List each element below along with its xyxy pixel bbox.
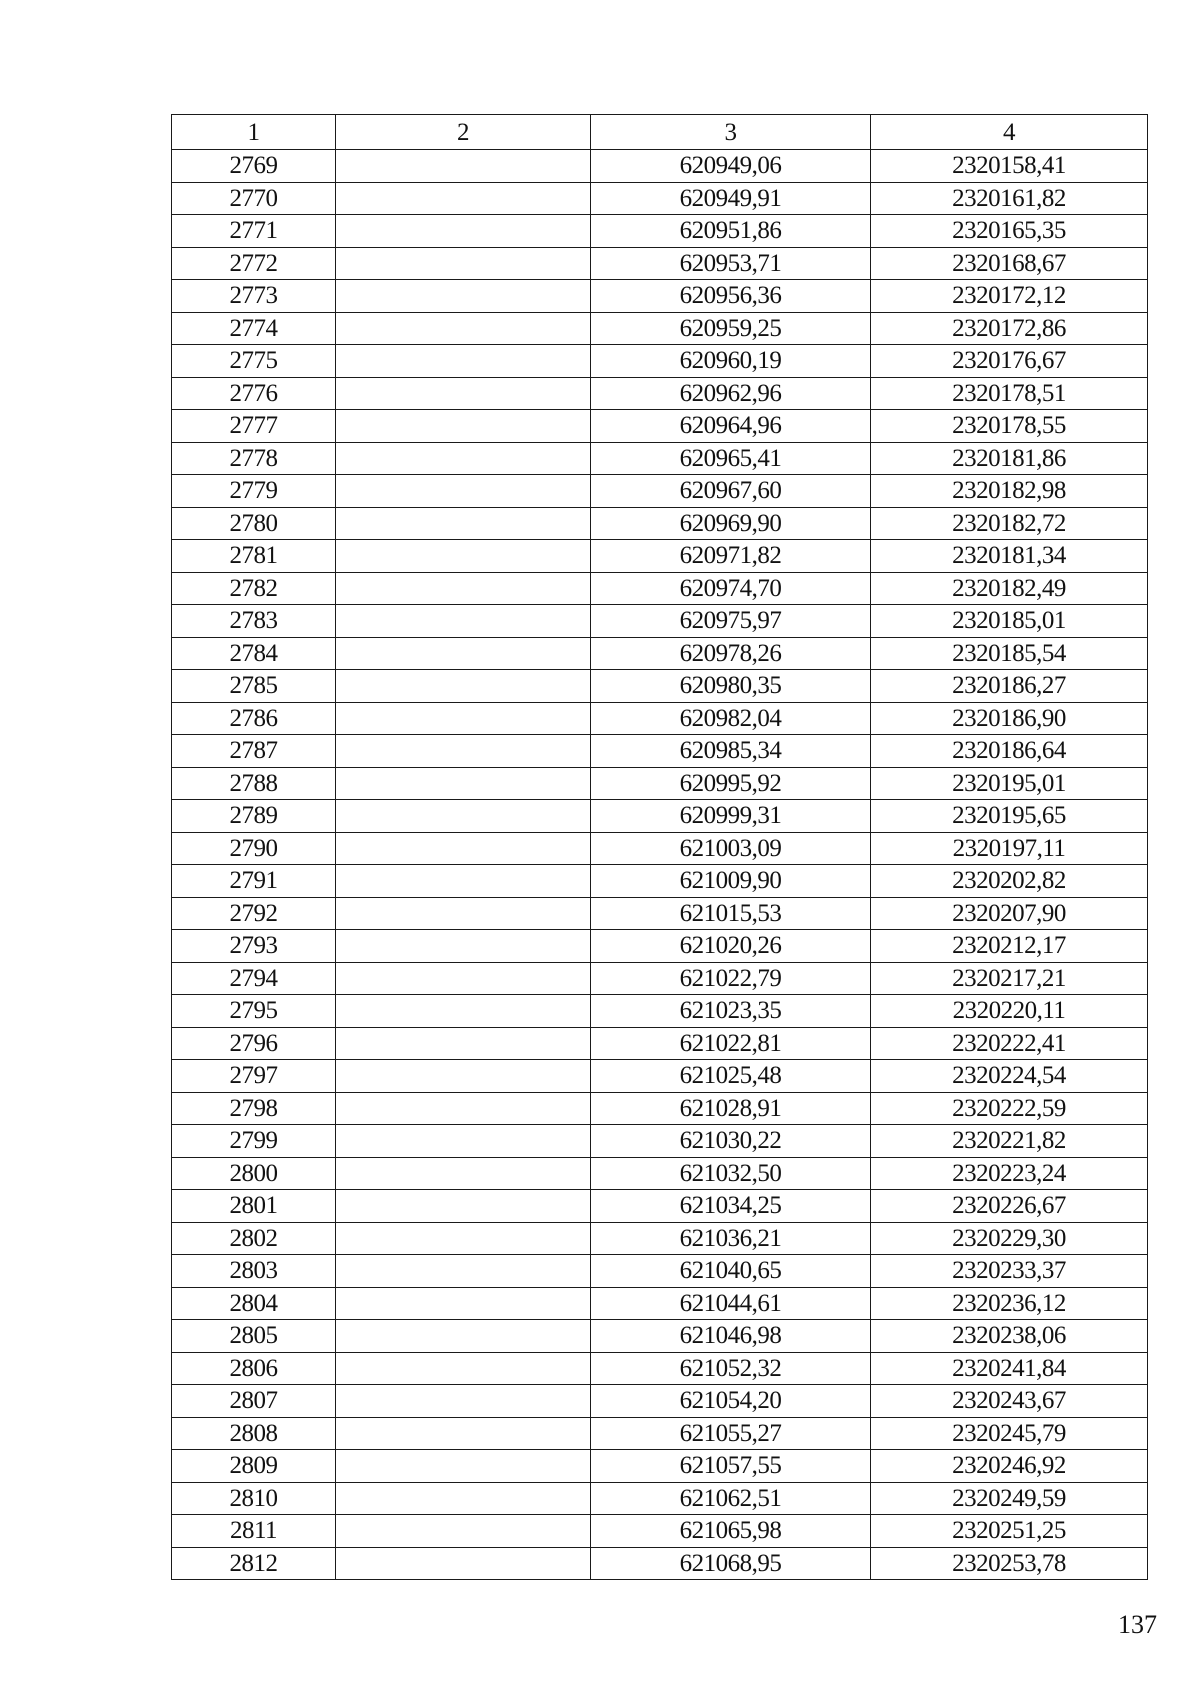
x-coordinate-cell: 621044,61 xyxy=(591,1287,871,1320)
x-coordinate-cell: 621023,35 xyxy=(591,995,871,1028)
empty-cell xyxy=(336,670,591,703)
x-coordinate-cell: 621040,65 xyxy=(591,1255,871,1288)
x-coordinate-cell: 621062,51 xyxy=(591,1482,871,1515)
table-row xyxy=(172,670,1148,703)
table-row xyxy=(172,1320,1148,1353)
table-row xyxy=(172,572,1148,605)
table-row xyxy=(172,410,1148,443)
x-coordinate-cell: 620971,82 xyxy=(591,540,871,573)
empty-cell xyxy=(336,1255,591,1288)
y-coordinate-cell: 2320224,54 xyxy=(871,1060,1148,1093)
x-coordinate-cell: 621034,25 xyxy=(591,1190,871,1223)
empty-cell xyxy=(336,865,591,898)
point-number-cell: 2793 xyxy=(172,930,336,963)
table-row xyxy=(172,475,1148,508)
point-number-cell: 2794 xyxy=(172,962,336,995)
point-number-cell: 2806 xyxy=(172,1352,336,1385)
table-row xyxy=(172,1287,1148,1320)
x-coordinate-cell: 620995,92 xyxy=(591,767,871,800)
y-coordinate-cell: 2320176,67 xyxy=(871,345,1148,378)
point-number-cell: 2786 xyxy=(172,702,336,735)
empty-cell xyxy=(336,767,591,800)
table-row xyxy=(172,962,1148,995)
y-coordinate-cell: 2320223,24 xyxy=(871,1157,1148,1190)
y-coordinate-cell: 2320161,82 xyxy=(871,182,1148,215)
empty-cell xyxy=(336,280,591,313)
point-number-cell: 2791 xyxy=(172,865,336,898)
x-coordinate-cell: 621054,20 xyxy=(591,1385,871,1418)
point-number-cell: 2809 xyxy=(172,1450,336,1483)
table-row xyxy=(172,182,1148,215)
y-coordinate-cell: 2320195,65 xyxy=(871,800,1148,833)
point-number-cell: 2775 xyxy=(172,345,336,378)
table-row xyxy=(172,1547,1148,1580)
point-number-cell: 2776 xyxy=(172,377,336,410)
table-row xyxy=(172,1157,1148,1190)
table-row xyxy=(172,1190,1148,1223)
y-coordinate-cell: 2320197,11 xyxy=(871,832,1148,865)
y-coordinate-cell: 2320165,35 xyxy=(871,215,1148,248)
table-row xyxy=(172,767,1148,800)
y-coordinate-cell: 2320186,90 xyxy=(871,702,1148,735)
y-coordinate-cell: 2320253,78 xyxy=(871,1547,1148,1580)
y-coordinate-cell: 2320222,59 xyxy=(871,1092,1148,1125)
empty-cell xyxy=(336,1092,591,1125)
y-coordinate-cell: 2320172,86 xyxy=(871,312,1148,345)
table-row xyxy=(172,1222,1148,1255)
point-number-cell: 2798 xyxy=(172,1092,336,1125)
empty-cell xyxy=(336,1482,591,1515)
table-row xyxy=(172,1125,1148,1158)
empty-cell xyxy=(336,1157,591,1190)
table-row xyxy=(172,1515,1148,1548)
x-coordinate-cell: 620949,91 xyxy=(591,182,871,215)
table-row xyxy=(172,1060,1148,1093)
empty-cell xyxy=(336,962,591,995)
empty-cell xyxy=(336,410,591,443)
x-coordinate-cell: 620982,04 xyxy=(591,702,871,735)
y-coordinate-cell: 2320245,79 xyxy=(871,1417,1148,1450)
x-coordinate-cell: 620975,97 xyxy=(591,605,871,638)
empty-cell xyxy=(336,1027,591,1060)
point-number-cell: 2796 xyxy=(172,1027,336,1060)
table-row xyxy=(172,1417,1148,1450)
point-number-cell: 2802 xyxy=(172,1222,336,1255)
table-row xyxy=(172,280,1148,313)
point-number-cell: 2782 xyxy=(172,572,336,605)
header-row xyxy=(172,115,1148,150)
table-row xyxy=(172,897,1148,930)
empty-cell xyxy=(336,800,591,833)
x-coordinate-cell: 621052,32 xyxy=(591,1352,871,1385)
table-body xyxy=(172,150,1148,1580)
empty-cell xyxy=(336,377,591,410)
y-coordinate-cell: 2320236,12 xyxy=(871,1287,1148,1320)
y-coordinate-cell: 2320241,84 xyxy=(871,1352,1148,1385)
empty-cell xyxy=(336,1515,591,1548)
y-coordinate-cell: 2320172,12 xyxy=(871,280,1148,313)
page-number: 137 xyxy=(1118,1610,1157,1639)
empty-cell xyxy=(336,1287,591,1320)
x-coordinate-cell: 620959,25 xyxy=(591,312,871,345)
point-number-cell: 2795 xyxy=(172,995,336,1028)
empty-cell xyxy=(336,1352,591,1385)
empty-cell xyxy=(336,1060,591,1093)
x-coordinate-cell: 620951,86 xyxy=(591,215,871,248)
column-header-4: 4 xyxy=(871,115,1148,150)
point-number-cell: 2808 xyxy=(172,1417,336,1450)
point-number-cell: 2784 xyxy=(172,637,336,670)
y-coordinate-cell: 2320185,54 xyxy=(871,637,1148,670)
empty-cell xyxy=(336,995,591,1028)
x-coordinate-cell: 621057,55 xyxy=(591,1450,871,1483)
x-coordinate-cell: 621025,48 xyxy=(591,1060,871,1093)
table-row xyxy=(172,1482,1148,1515)
point-number-cell: 2805 xyxy=(172,1320,336,1353)
y-coordinate-cell: 2320195,01 xyxy=(871,767,1148,800)
table-row xyxy=(172,150,1148,183)
y-coordinate-cell: 2320178,55 xyxy=(871,410,1148,443)
table-row xyxy=(172,507,1148,540)
column-header-1: 1 xyxy=(172,115,336,150)
y-coordinate-cell: 2320181,34 xyxy=(871,540,1148,573)
y-coordinate-cell: 2320221,82 xyxy=(871,1125,1148,1158)
x-coordinate-cell: 621020,26 xyxy=(591,930,871,963)
x-coordinate-cell: 621003,09 xyxy=(591,832,871,865)
x-coordinate-cell: 620967,60 xyxy=(591,475,871,508)
coordinates-table xyxy=(171,114,1148,1580)
y-coordinate-cell: 2320185,01 xyxy=(871,605,1148,638)
x-coordinate-cell: 620953,71 xyxy=(591,247,871,280)
table-row xyxy=(172,605,1148,638)
x-coordinate-cell: 620949,06 xyxy=(591,150,871,183)
table-row xyxy=(172,215,1148,248)
y-coordinate-cell: 2320207,90 xyxy=(871,897,1148,930)
y-coordinate-cell: 2320249,59 xyxy=(871,1482,1148,1515)
x-coordinate-cell: 621030,22 xyxy=(591,1125,871,1158)
x-coordinate-cell: 621036,21 xyxy=(591,1222,871,1255)
point-number-cell: 2771 xyxy=(172,215,336,248)
y-coordinate-cell: 2320178,51 xyxy=(871,377,1148,410)
table-row xyxy=(172,1352,1148,1385)
point-number-cell: 2788 xyxy=(172,767,336,800)
y-coordinate-cell: 2320238,06 xyxy=(871,1320,1148,1353)
empty-cell xyxy=(336,475,591,508)
table-row xyxy=(172,930,1148,963)
y-coordinate-cell: 2320246,92 xyxy=(871,1450,1148,1483)
point-number-cell: 2797 xyxy=(172,1060,336,1093)
empty-cell xyxy=(336,1385,591,1418)
x-coordinate-cell: 621028,91 xyxy=(591,1092,871,1125)
empty-cell xyxy=(336,897,591,930)
point-number-cell: 2812 xyxy=(172,1547,336,1580)
table-row xyxy=(172,702,1148,735)
empty-cell xyxy=(336,702,591,735)
empty-cell xyxy=(336,637,591,670)
point-number-cell: 2773 xyxy=(172,280,336,313)
point-number-cell: 2790 xyxy=(172,832,336,865)
empty-cell xyxy=(336,1320,591,1353)
point-number-cell: 2787 xyxy=(172,735,336,768)
x-coordinate-cell: 621032,50 xyxy=(591,1157,871,1190)
x-coordinate-cell: 621065,98 xyxy=(591,1515,871,1548)
y-coordinate-cell: 2320220,11 xyxy=(871,995,1148,1028)
x-coordinate-cell: 620999,31 xyxy=(591,800,871,833)
y-coordinate-cell: 2320243,67 xyxy=(871,1385,1148,1418)
y-coordinate-cell: 2320226,67 xyxy=(871,1190,1148,1223)
empty-cell xyxy=(336,1125,591,1158)
empty-cell xyxy=(336,605,591,638)
table-row xyxy=(172,865,1148,898)
y-coordinate-cell: 2320186,64 xyxy=(871,735,1148,768)
table-row xyxy=(172,1255,1148,1288)
point-number-cell: 2799 xyxy=(172,1125,336,1158)
table-row xyxy=(172,735,1148,768)
point-number-cell: 2810 xyxy=(172,1482,336,1515)
point-number-cell: 2789 xyxy=(172,800,336,833)
x-coordinate-cell: 620978,26 xyxy=(591,637,871,670)
table-row xyxy=(172,442,1148,475)
empty-cell xyxy=(336,832,591,865)
point-number-cell: 2770 xyxy=(172,182,336,215)
table-row xyxy=(172,540,1148,573)
y-coordinate-cell: 2320212,17 xyxy=(871,930,1148,963)
point-number-cell: 2778 xyxy=(172,442,336,475)
column-header-2: 2 xyxy=(336,115,591,150)
y-coordinate-cell: 2320182,72 xyxy=(871,507,1148,540)
table-row xyxy=(172,1385,1148,1418)
y-coordinate-cell: 2320182,49 xyxy=(871,572,1148,605)
y-coordinate-cell: 2320229,30 xyxy=(871,1222,1148,1255)
y-coordinate-cell: 2320182,98 xyxy=(871,475,1148,508)
empty-cell xyxy=(336,215,591,248)
table-row xyxy=(172,1027,1148,1060)
empty-cell xyxy=(336,150,591,183)
x-coordinate-cell: 620969,90 xyxy=(591,507,871,540)
y-coordinate-cell: 2320233,37 xyxy=(871,1255,1148,1288)
y-coordinate-cell: 2320181,86 xyxy=(871,442,1148,475)
x-coordinate-cell: 621015,53 xyxy=(591,897,871,930)
table-row xyxy=(172,832,1148,865)
x-coordinate-cell: 621022,81 xyxy=(591,1027,871,1060)
empty-cell xyxy=(336,1450,591,1483)
x-coordinate-cell: 621046,98 xyxy=(591,1320,871,1353)
point-number-cell: 2777 xyxy=(172,410,336,443)
x-coordinate-cell: 620974,70 xyxy=(591,572,871,605)
point-number-cell: 2792 xyxy=(172,897,336,930)
point-number-cell: 2811 xyxy=(172,1515,336,1548)
x-coordinate-cell: 621022,79 xyxy=(591,962,871,995)
empty-cell xyxy=(336,735,591,768)
x-coordinate-cell: 620960,19 xyxy=(591,345,871,378)
point-number-cell: 2804 xyxy=(172,1287,336,1320)
empty-cell xyxy=(336,507,591,540)
y-coordinate-cell: 2320217,21 xyxy=(871,962,1148,995)
table-row xyxy=(172,312,1148,345)
empty-cell xyxy=(336,1190,591,1223)
point-number-cell: 2769 xyxy=(172,150,336,183)
point-number-cell: 2772 xyxy=(172,247,336,280)
empty-cell xyxy=(336,930,591,963)
empty-cell xyxy=(336,1417,591,1450)
column-header-3: 3 xyxy=(591,115,871,150)
y-coordinate-cell: 2320251,25 xyxy=(871,1515,1148,1548)
point-number-cell: 2780 xyxy=(172,507,336,540)
y-coordinate-cell: 2320202,82 xyxy=(871,865,1148,898)
x-coordinate-cell: 621055,27 xyxy=(591,1417,871,1450)
x-coordinate-cell: 620980,35 xyxy=(591,670,871,703)
x-coordinate-cell: 620956,36 xyxy=(591,280,871,313)
table-row xyxy=(172,800,1148,833)
empty-cell xyxy=(336,182,591,215)
point-number-cell: 2801 xyxy=(172,1190,336,1223)
point-number-cell: 2774 xyxy=(172,312,336,345)
x-coordinate-cell: 621068,95 xyxy=(591,1547,871,1580)
point-number-cell: 2779 xyxy=(172,475,336,508)
y-coordinate-cell: 2320222,41 xyxy=(871,1027,1148,1060)
empty-cell xyxy=(336,1547,591,1580)
empty-cell xyxy=(336,540,591,573)
x-coordinate-cell: 620985,34 xyxy=(591,735,871,768)
point-number-cell: 2785 xyxy=(172,670,336,703)
y-coordinate-cell: 2320168,67 xyxy=(871,247,1148,280)
table-row xyxy=(172,247,1148,280)
table-row xyxy=(172,345,1148,378)
empty-cell xyxy=(336,1222,591,1255)
x-coordinate-cell: 620962,96 xyxy=(591,377,871,410)
x-coordinate-cell: 620965,41 xyxy=(591,442,871,475)
y-coordinate-cell: 2320186,27 xyxy=(871,670,1148,703)
x-coordinate-cell: 620964,96 xyxy=(591,410,871,443)
empty-cell xyxy=(336,572,591,605)
empty-cell xyxy=(336,247,591,280)
empty-cell xyxy=(336,345,591,378)
empty-cell xyxy=(336,442,591,475)
point-number-cell: 2783 xyxy=(172,605,336,638)
empty-cell xyxy=(336,312,591,345)
point-number-cell: 2807 xyxy=(172,1385,336,1418)
x-coordinate-cell: 621009,90 xyxy=(591,865,871,898)
table-header xyxy=(172,115,1148,150)
point-number-cell: 2800 xyxy=(172,1157,336,1190)
point-number-cell: 2803 xyxy=(172,1255,336,1288)
point-number-cell: 2781 xyxy=(172,540,336,573)
table-row xyxy=(172,1092,1148,1125)
table-row xyxy=(172,1450,1148,1483)
table-row xyxy=(172,377,1148,410)
y-coordinate-cell: 2320158,41 xyxy=(871,150,1148,183)
table-row xyxy=(172,995,1148,1028)
table-row xyxy=(172,637,1148,670)
